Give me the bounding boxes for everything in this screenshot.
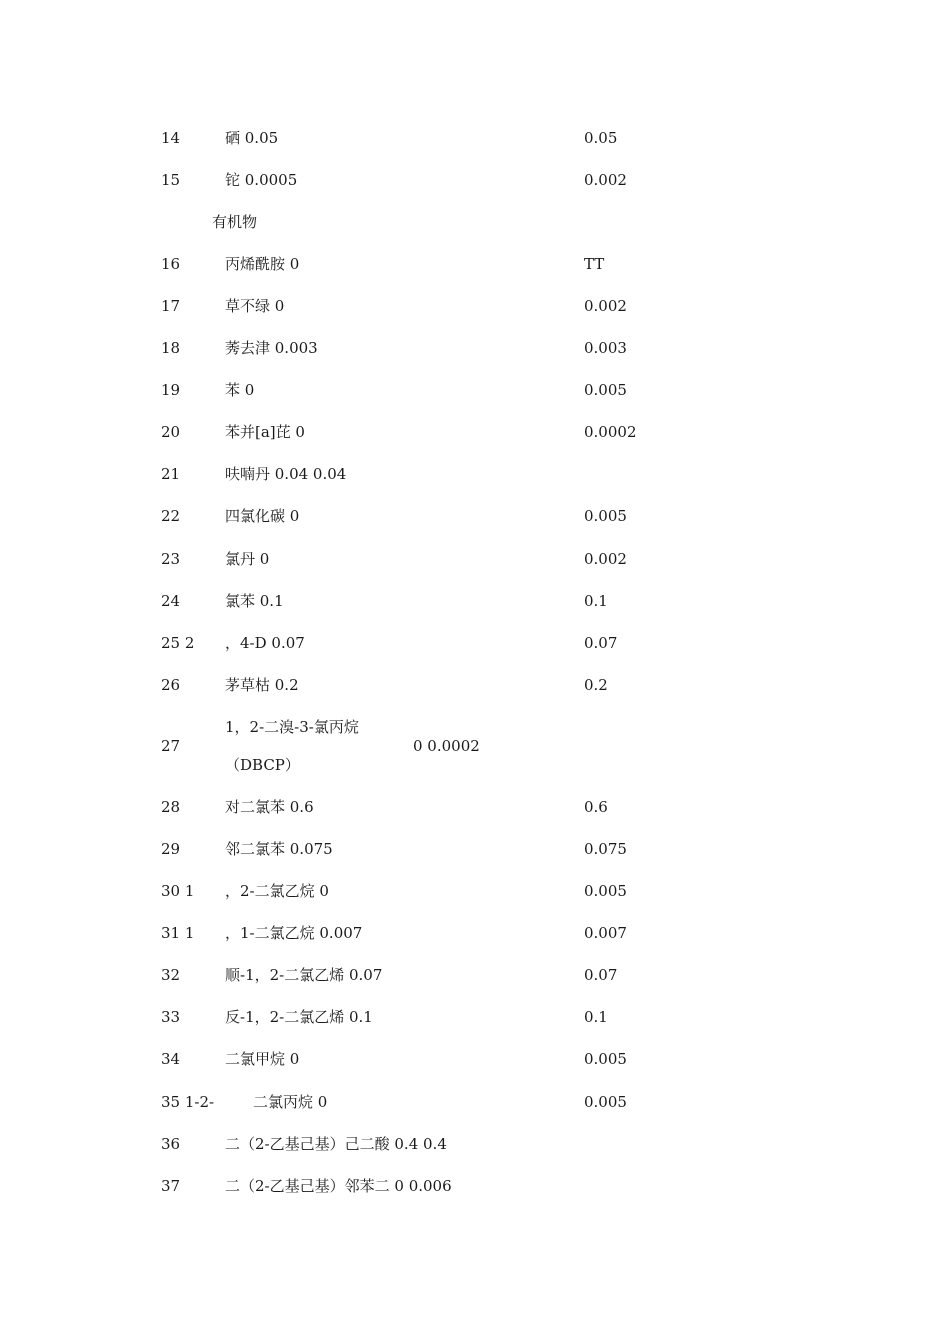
- row-value: 0.005: [584, 507, 627, 525]
- row-value: 0.07: [584, 634, 618, 652]
- row-number: 37: [161, 1177, 181, 1195]
- row-name: 硒 0.05: [225, 129, 279, 147]
- row-value: 0.007: [584, 924, 627, 942]
- row-value: 0.1: [584, 1008, 608, 1026]
- row-number: 35 1-2-: [161, 1093, 215, 1111]
- row-name: 二（2-乙基己基）邻苯二 0 0.006: [225, 1177, 452, 1195]
- row-number: 16: [161, 255, 181, 273]
- row-number: 27: [161, 737, 181, 755]
- row-name: ，2-二氯乙烷 0: [225, 882, 329, 900]
- row-number: 19: [161, 381, 181, 399]
- row-value: 0.002: [584, 550, 627, 568]
- row-number: 34: [161, 1050, 181, 1068]
- row-name: ，4-D 0.07: [225, 634, 305, 652]
- row-number: 18: [161, 339, 181, 357]
- row-number: 24: [161, 592, 181, 610]
- row-value: 0.0002: [584, 423, 637, 441]
- row-number: 22: [161, 507, 181, 525]
- row-number: 30 1: [161, 882, 195, 900]
- row-value: 0.005: [584, 882, 627, 900]
- row-value: 0.075: [584, 840, 627, 858]
- row-number: 31 1: [161, 924, 195, 942]
- row-name: 茅草枯 0.2: [225, 676, 299, 694]
- row-name: 氯丹 0: [225, 550, 270, 568]
- row-number: 23: [161, 550, 181, 568]
- row-name: 苯 0: [225, 381, 255, 399]
- row-name: ，1-二氯乙烷 0.007: [225, 924, 363, 942]
- row-number: 25 2: [161, 634, 195, 652]
- row-name: 四氯化碳 0: [225, 507, 300, 525]
- row-name: 二氯甲烷 0: [225, 1050, 300, 1068]
- row-name: 苯并[a]芘 0: [225, 423, 305, 441]
- row-value: 0.2: [584, 676, 608, 694]
- row-value: 0.002: [584, 297, 627, 315]
- row-value: TT: [584, 255, 605, 273]
- row-value: 0.05: [584, 129, 618, 147]
- row-name: 铊 0.0005: [225, 171, 298, 189]
- row-value: 0.005: [584, 1093, 627, 1111]
- row-name: 二氯丙烷 0: [253, 1093, 328, 1111]
- row-name-line2: （DBCP）: [225, 756, 300, 774]
- row-number: 21: [161, 465, 181, 483]
- row-name: 顺-1，2-二氯乙烯 0.07: [225, 966, 383, 984]
- row-number: 29: [161, 840, 181, 858]
- row-value: 0.005: [584, 1050, 627, 1068]
- row-value: 0.002: [584, 171, 627, 189]
- row-value: 0.003: [584, 339, 627, 357]
- row-name: 对二氯苯 0.6: [225, 798, 314, 816]
- row-value: 0.07: [584, 966, 618, 984]
- row-number: 17: [161, 297, 181, 315]
- row-number: 28: [161, 798, 181, 816]
- row-name: 莠去津 0.003: [225, 339, 318, 357]
- row-number: 20: [161, 423, 181, 441]
- row-number: 14: [161, 129, 181, 147]
- row-value: 0.6: [584, 798, 608, 816]
- row-number: 36: [161, 1135, 181, 1153]
- row-name: 氯苯 0.1: [225, 592, 284, 610]
- row-name: 二（2-乙基己基）己二酸 0.4 0.4: [225, 1135, 447, 1153]
- row-name: 丙烯酰胺 0: [225, 255, 300, 273]
- row-number: 26: [161, 676, 181, 694]
- section-heading: 有机物: [212, 213, 258, 231]
- row-name-line1: 1，2-二溴-3-氯丙烷: [225, 718, 359, 736]
- row-number: 15: [161, 171, 181, 189]
- row-number: 33: [161, 1008, 181, 1026]
- row-name: 邻二氯苯 0.075: [225, 840, 333, 858]
- row-value: 0.1: [584, 592, 608, 610]
- row-name: 草不绿 0: [225, 297, 285, 315]
- row-number: 32: [161, 966, 181, 984]
- row-name: 反-1，2-二氯乙烯 0.1: [225, 1008, 373, 1026]
- row-value-mid: 0 0.0002: [413, 737, 480, 755]
- row-name: 呋喃丹 0.04 0.04: [225, 465, 347, 483]
- row-value: 0.005: [584, 381, 627, 399]
